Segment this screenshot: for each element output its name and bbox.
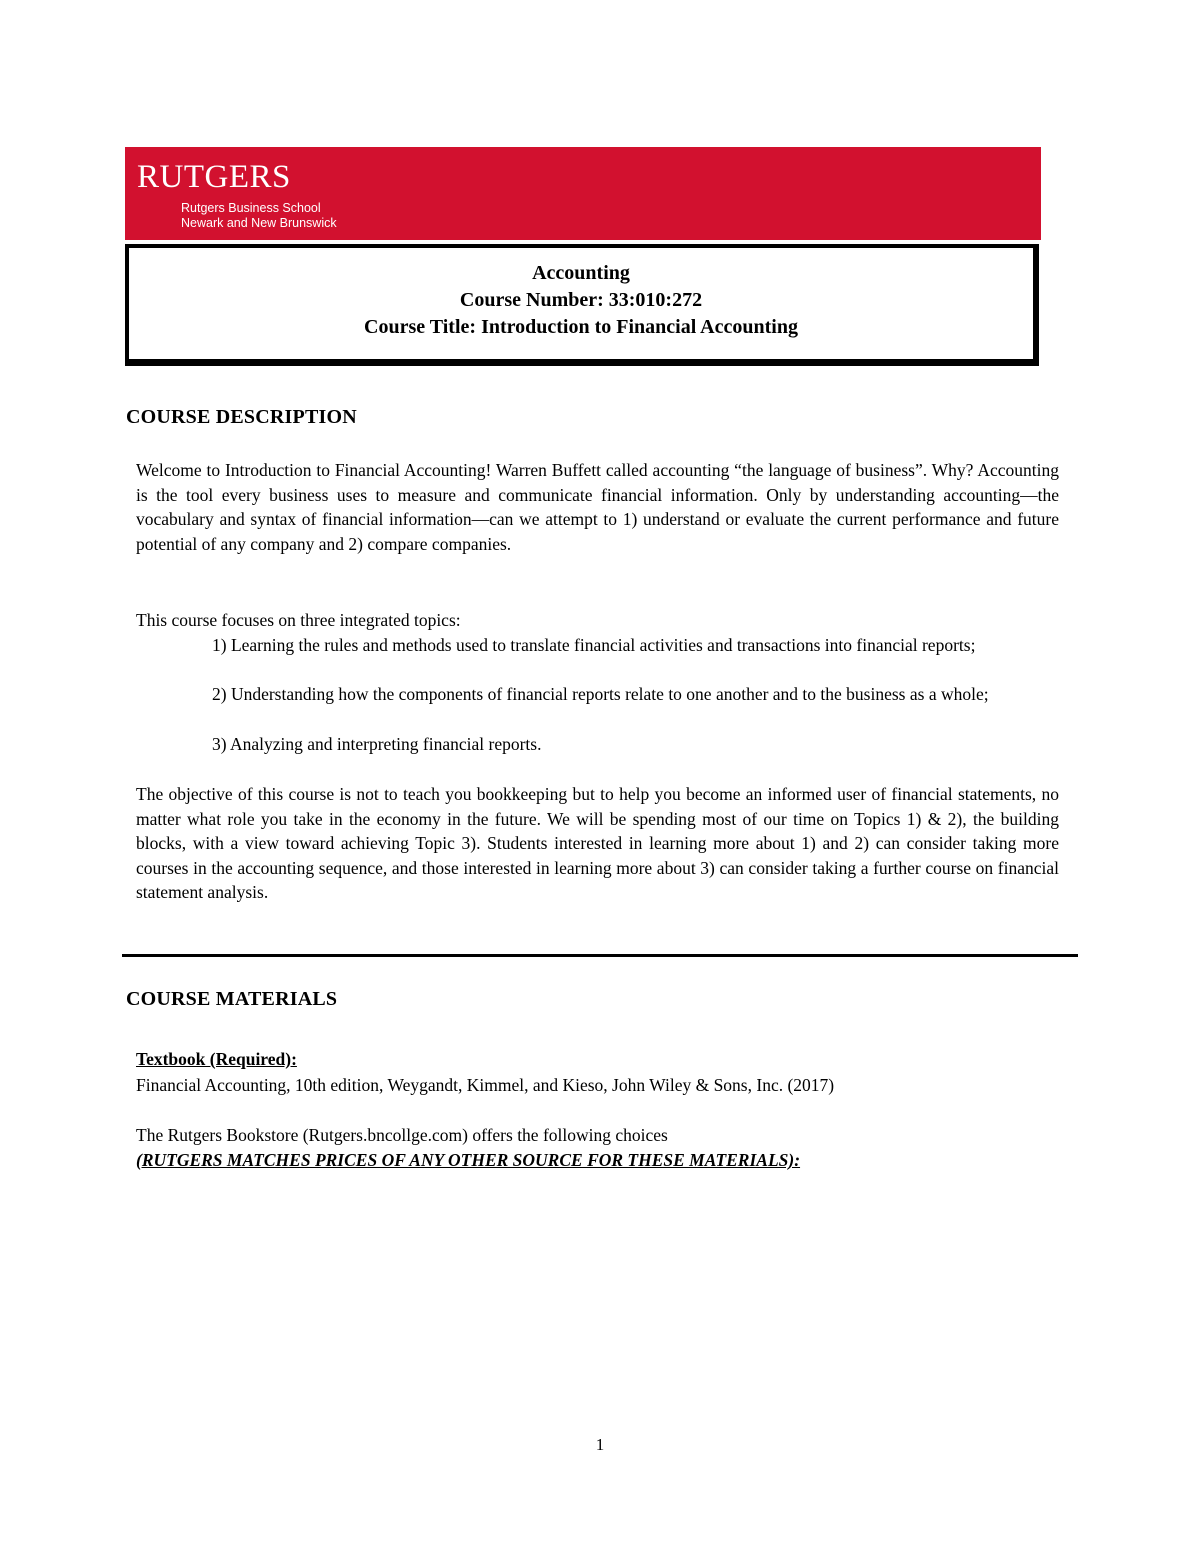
campus-line: Newark and New Brunswick — [181, 216, 337, 230]
topic-item-1: 1) Learning the rules and methods used to translate financial activities and transactions into financial reports; — [212, 635, 976, 655]
price-match-note: (RUTGERS MATCHES PRICES OF ANY OTHER SOURCE FOR THESE MATERIALS): — [136, 1150, 801, 1170]
course-title-box — [125, 244, 1039, 366]
topic-item-2: 2) Understanding how the components of financial reports relate to one another and to the business as a whole; — [212, 684, 989, 704]
course-title: Course Title: Introduction to Financial Accounting — [364, 316, 798, 338]
description-paragraph: Welcome to Introduction to Financial Accounting! Warren Buffett called accounting “the language of business”. Why? Accounting is the tool every business uses to measure and communicate financial information. Only by understanding accounting—the vocabulary and syntax of financial information—can we attempt to 1) understand or evaluate the current performance and future potential of any company and 2) compare companies. — [136, 460, 1059, 554]
page-number: 1 — [595, 1435, 605, 1454]
topic-item-3: 3) Analyzing and interpreting financial reports. — [212, 734, 542, 754]
course-description-heading: COURSE DESCRIPTION — [126, 406, 357, 428]
topics-intro: This course focuses on three integrated topics: — [136, 610, 461, 630]
textbook-citation: Financial Accounting, 10th edition, Weygandt, Kimmel, and Kieso, John Wiley & Sons, Inc. (2017) — [136, 1075, 835, 1095]
objective-paragraph: The objective of this course is not to teach you bookkeeping but to help you become an informed user of financial statements, no matter what role you take in the economy in the future. We will be spending most of our time on Topics 1) & 2), the building blocks, with a view toward achieving Topic 3). Students interested in learning more about 1) and 2) can consider taking more courses in the accounting sequence, and those interested in learning more about 3) can consider taking a further course on financial statement analysis. — [136, 784, 1059, 903]
section-divider — [122, 954, 1078, 957]
rutgers-logo-wordmark: RUTGERS — [137, 159, 291, 195]
school-name-line: Rutgers Business School — [181, 201, 321, 215]
rutgers-header-banner — [125, 147, 1041, 240]
textbook-label: Textbook (Required): — [136, 1049, 297, 1069]
course-subject: Accounting — [532, 262, 630, 284]
course-materials-heading: COURSE MATERIALS — [126, 988, 338, 1010]
bookstore-note: The Rutgers Bookstore (Rutgers.bncollge.com) offers the following choices — [136, 1125, 668, 1145]
course-number: Course Number: 33:010:272 — [459, 289, 703, 311]
